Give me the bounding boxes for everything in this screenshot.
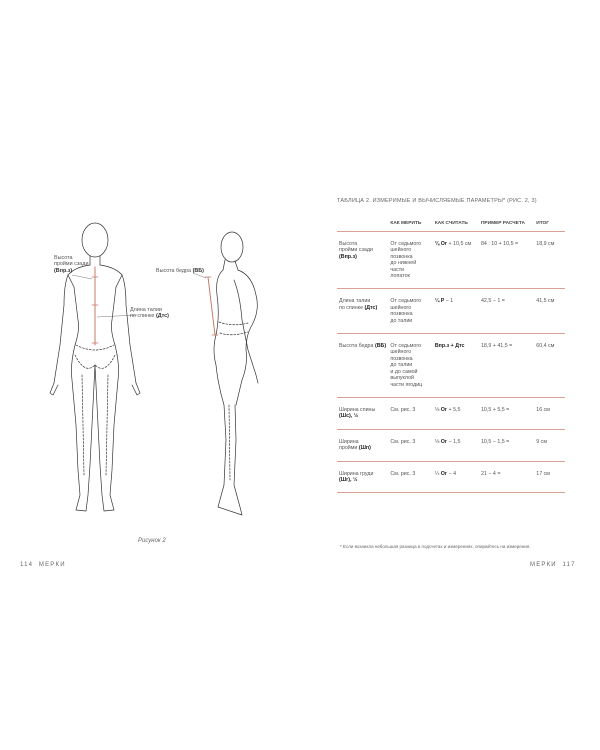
measurements-table: [337, 221, 565, 493]
table-row: [337, 429, 565, 461]
calc-suffix: + 5,5: [447, 406, 461, 413]
example-cell: 42,5 − 1 =: [479, 289, 534, 334]
param-name-cell: [337, 397, 388, 429]
calc-prefix: ⅛: [434, 406, 441, 413]
table-title: ТАБЛИЦА 2. ИЗМЕРИМЫЕ И ВЫЧИСЛЯЕМЫЕ ПАРАМЕТРЫ* (РИС. 2, 3): [337, 198, 537, 204]
calc-suffix: − 1,5: [447, 438, 461, 445]
param-name: Ширина спины: [339, 406, 376, 413]
example-cell: 10,5 + 5,5 =: [479, 397, 534, 429]
result-cell: 18,9 см: [534, 232, 565, 289]
param-name-cell: [337, 232, 388, 289]
param-code: (Шп): [358, 445, 371, 452]
result-cell: 9 см: [534, 429, 565, 461]
result-cell: 41,5 см: [534, 289, 565, 334]
table-header-row: [337, 221, 565, 232]
figure-caption: Рисунок 2: [138, 538, 166, 544]
param-name-cell: [337, 461, 388, 493]
calc-prefix: ¼: [434, 470, 441, 477]
how-measure-cell: От седьмого шейного позвонка до нижней части лопаток: [388, 232, 432, 289]
table-row: [337, 461, 565, 493]
callout-waist-back: [130, 307, 180, 320]
callout-hip: [156, 268, 216, 274]
table-row: [337, 397, 565, 429]
param-name: Высота бедра: [339, 343, 374, 350]
calc-suffix: − 4: [447, 470, 457, 477]
param-code: (Шг), ½: [339, 476, 358, 483]
param-code: (ВБ): [374, 343, 387, 350]
example-cell: 10,5 − 1,5 =: [479, 429, 534, 461]
calc-bold: Впр.з + Дтс: [434, 343, 465, 350]
side-figure: [205, 232, 258, 515]
example-cell: 84 : 10 + 10,5 =: [479, 232, 534, 289]
table-footnote: * Если возникла небольшая разница в подсчетах и измерениях, опирайтесь на измерения.: [340, 544, 531, 549]
table-row: [337, 289, 565, 334]
callout-waist-back-text: Длина талии по спинке: [130, 307, 162, 320]
param-name-cell: [337, 334, 388, 398]
param-name: Длина талии по спинке: [339, 298, 371, 311]
calc-suffix: + 10,5 см: [447, 241, 472, 247]
how-calc-cell: [433, 397, 479, 429]
example-cell: 21 − 4 =: [479, 461, 534, 493]
header-how-measure: КАК МЕРИТЬ: [390, 221, 422, 226]
how-calc-cell: [433, 461, 479, 493]
header-blank: [337, 221, 388, 232]
param-code: (Дтс): [364, 304, 378, 311]
how-calc-cell: [433, 232, 479, 289]
footer-right: [530, 562, 576, 568]
result-cell: 60,4 см: [534, 334, 565, 398]
calc-bold: ⅛ Ог: [434, 241, 448, 247]
example-cell: 18,9 + 41,5 =: [479, 334, 534, 398]
param-name: Ширина пройми: [339, 438, 359, 452]
callout-waist-back-code: (Дтс): [155, 313, 169, 320]
running-title-right: МЕРКИ: [530, 562, 557, 568]
callout-back-armhole-code: (Впр.з): [54, 267, 73, 274]
param-code: (Впр.з): [339, 253, 357, 260]
how-measure-cell: От седьмого шейного позвонка до талии: [388, 289, 432, 334]
footer-left: [20, 562, 66, 568]
running-title-left: МЕРКИ: [38, 562, 66, 568]
how-measure-cell: От седьмого шейного позвонка до талии и до самой выпуклой части ягодиц: [388, 334, 432, 398]
calc-bold: ¼ Р: [434, 298, 445, 305]
param-code: (Шс), ½: [339, 413, 359, 420]
param-name-cell: [337, 289, 388, 334]
calc-bold: Ог: [440, 470, 448, 477]
how-measure-cell: См. рис. 3: [388, 397, 432, 429]
how-measure-cell: См. рис. 3: [388, 461, 432, 493]
callout-back-armhole: [54, 255, 94, 274]
param-name-cell: [337, 429, 388, 461]
callout-back-armhole-text: Высота пройми сзади: [54, 255, 89, 268]
table-row: [337, 334, 565, 398]
callout-hip-text: Высота бедра: [156, 268, 192, 274]
calc-prefix: ⅛: [434, 438, 441, 445]
calc-bold: Ог: [440, 438, 448, 445]
param-name: Ширина груди: [339, 470, 374, 477]
how-calc-cell: [433, 429, 479, 461]
figure-illustration: [20, 215, 310, 545]
how-calc-cell: [433, 289, 479, 334]
header-example: ПРИМЕР РАСЧЕТА: [480, 221, 525, 226]
how-calc-cell: [433, 334, 479, 398]
result-cell: 17 см: [534, 461, 565, 493]
header-how-calc: КАК СЧИТАТЬ: [434, 221, 468, 226]
result-cell: 16 см: [534, 397, 565, 429]
measurements-table-section: [337, 198, 565, 493]
calc-suffix: − 1: [444, 298, 454, 305]
page-number-right: 117: [562, 562, 576, 568]
callout-hip-code: (ВБ): [192, 268, 204, 274]
table-row: [337, 232, 565, 289]
calc-bold: Ог: [440, 406, 448, 413]
page-number-left: 114: [20, 562, 34, 568]
how-measure-cell: См. рис. 3: [388, 429, 432, 461]
header-result: ИТОГ: [536, 221, 549, 226]
param-name: Высота пройми сзади: [339, 241, 373, 254]
